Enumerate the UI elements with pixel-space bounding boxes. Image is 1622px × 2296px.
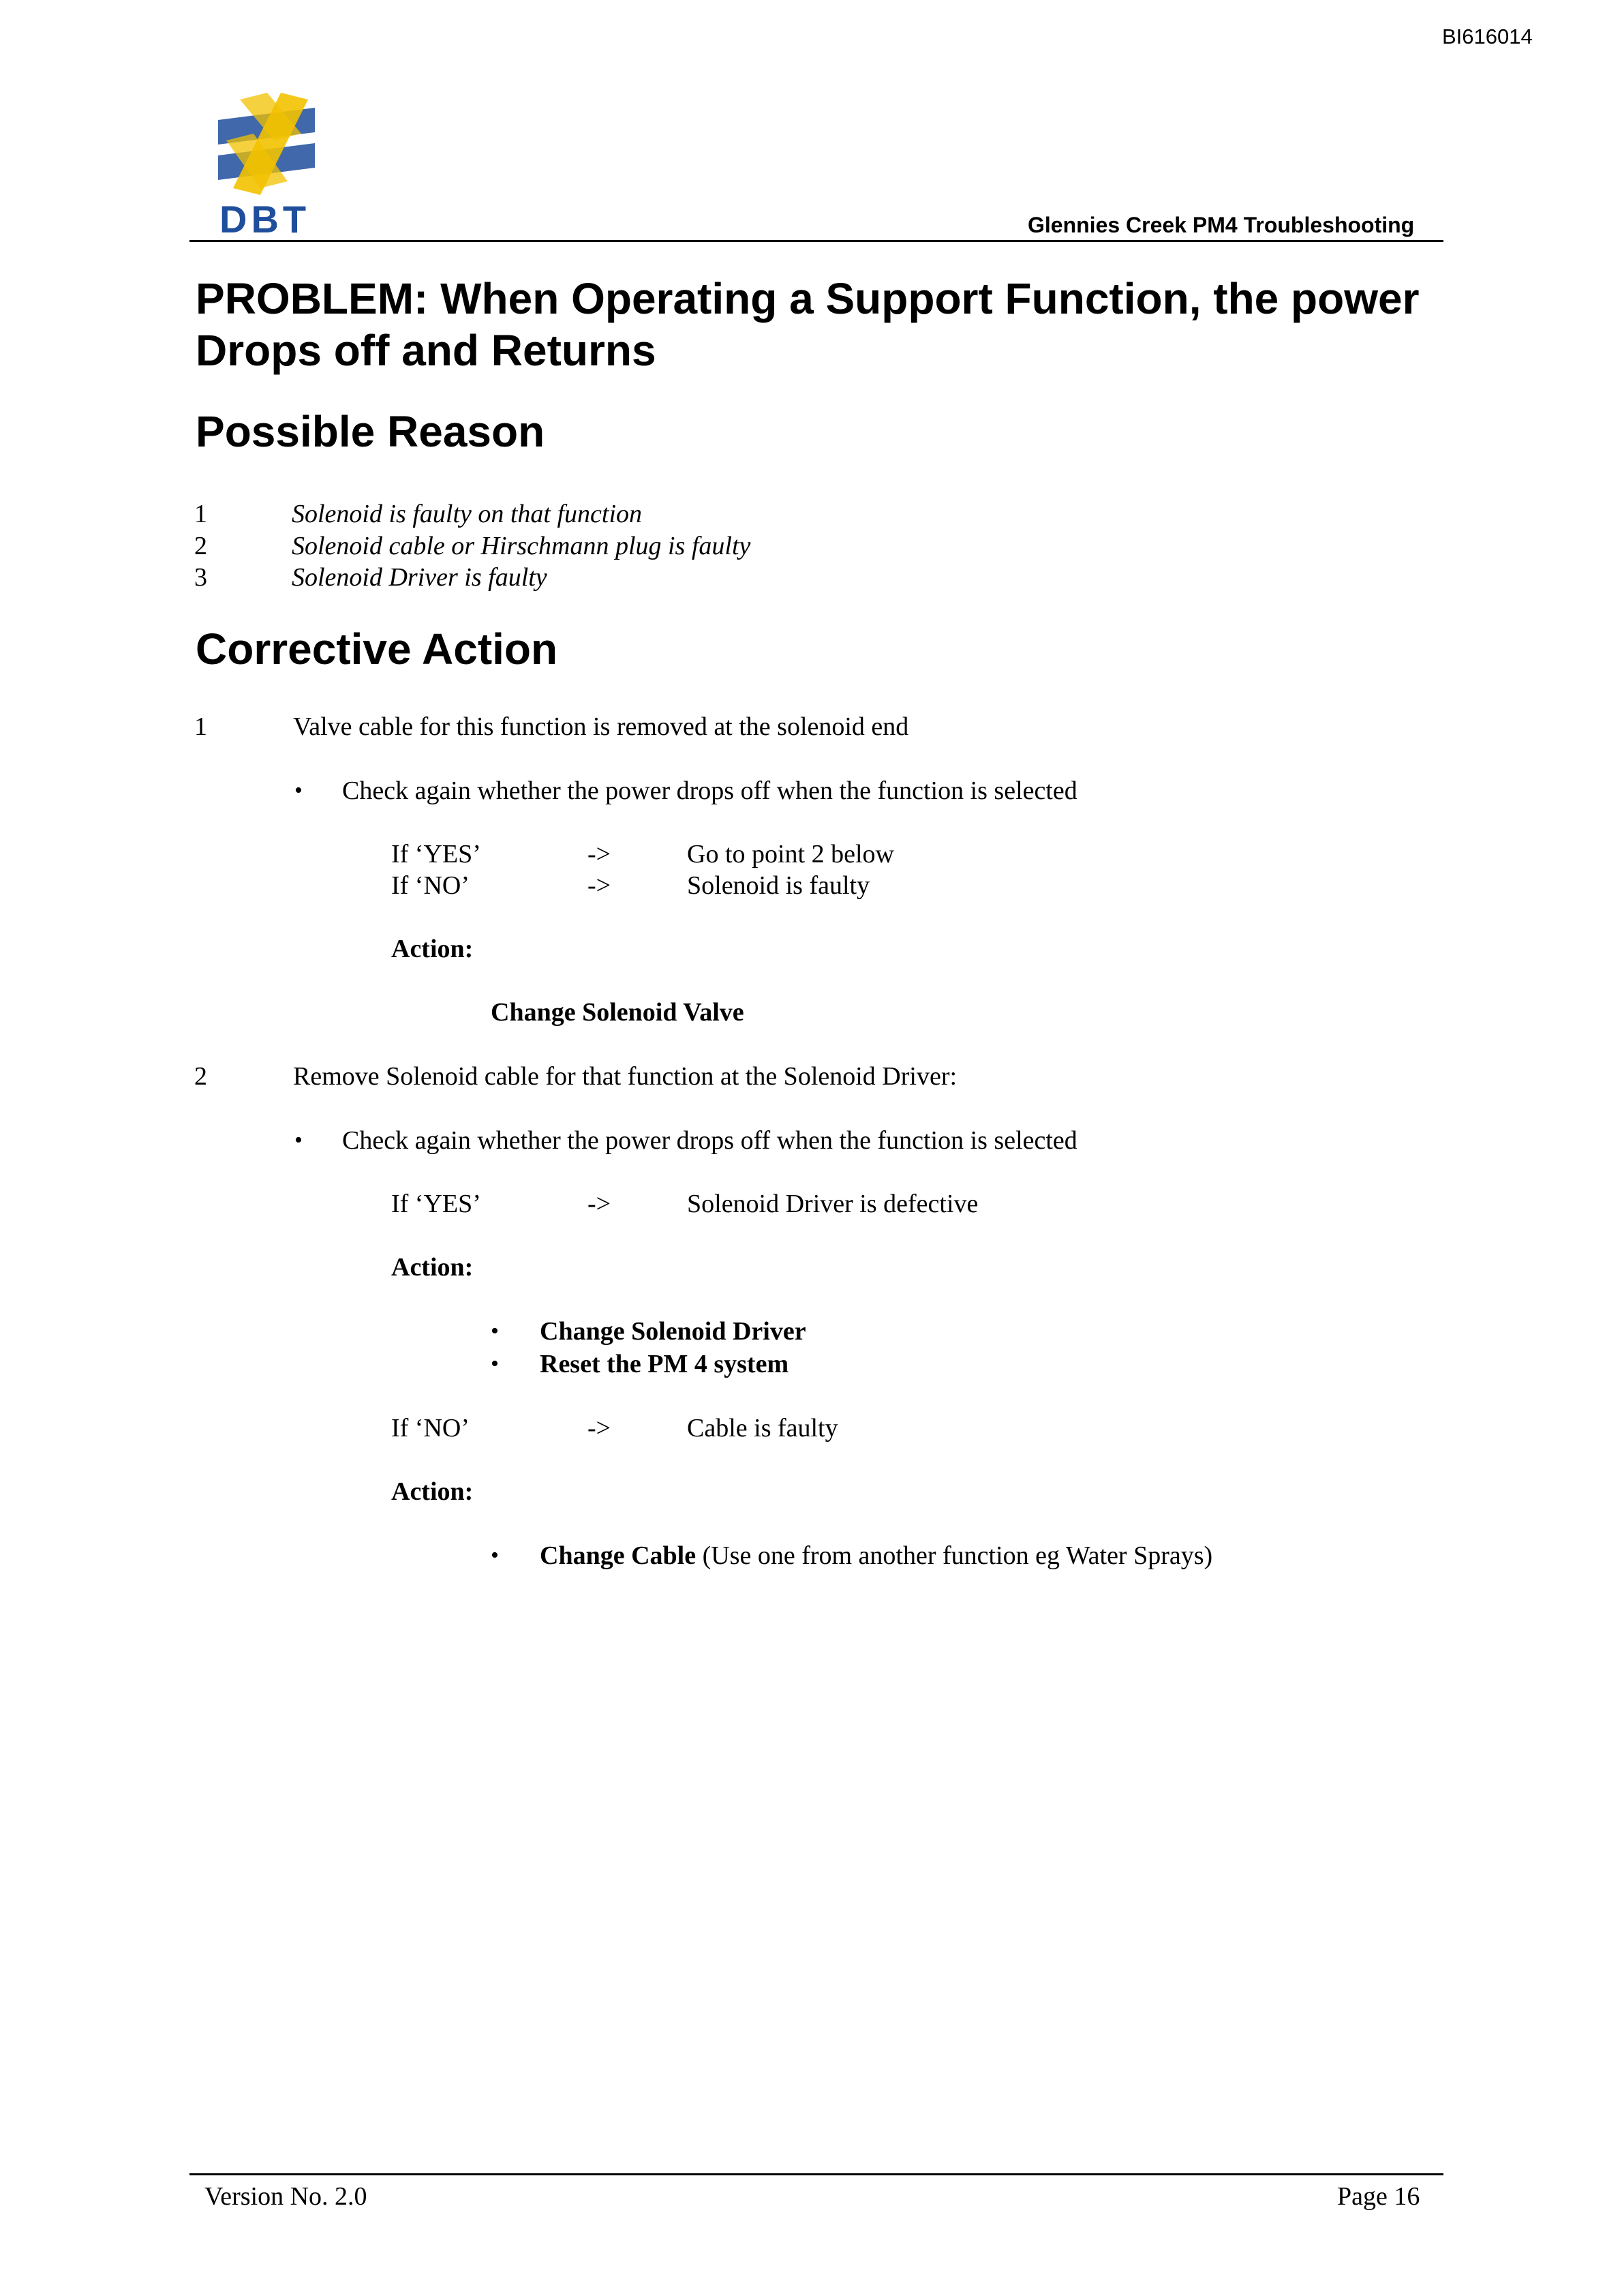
step2-no-action-rest: (Use one from another function eg Water Sprays) [702, 1541, 1213, 1570]
step2-bullet-text: Check again whether the power drops off when the function is selected [342, 1126, 1077, 1155]
footer-page-number: Page 16 [1337, 2182, 1420, 2211]
step2-yes-action-dot-2: • [491, 1351, 499, 1376]
step2-text: Remove Solenoid cable for that function at the Solenoid Driver: [293, 1062, 958, 1091]
reason-text-3: Solenoid Driver is faulty [292, 563, 547, 592]
step2-no-action-dot: • [491, 1543, 499, 1568]
reason-text-2: Solenoid cable or Hirschmann plug is faulty [292, 532, 751, 560]
step1-no-condition: If ‘NO’ [391, 871, 470, 900]
step1-action-label: Action: [391, 935, 474, 963]
document-id: BI616014 [1442, 25, 1533, 48]
footer-rule [189, 2173, 1443, 2175]
problem-title: PROBLEM: When Operating a Support Function, the power Drops off and Returns [196, 274, 1420, 375]
step1-num: 1 [194, 712, 207, 741]
dbt-logo-icon [213, 93, 322, 236]
step1-bullet-dot: • [294, 778, 303, 803]
step2-yes-arrow: -> [587, 1190, 611, 1218]
step2-yes-action-label: Action: [391, 1253, 474, 1282]
step2-yes-action-dot-1: • [491, 1318, 499, 1344]
step2-yes-result: Solenoid Driver is defective [687, 1190, 979, 1218]
step2-bullet-dot: • [294, 1128, 303, 1153]
step2-yes-action-1: Change Solenoid Driver [540, 1317, 806, 1346]
reason-num-3: 3 [194, 563, 207, 592]
step2-no-condition: If ‘NO’ [391, 1414, 470, 1442]
reason-text-1: Solenoid is faulty on that function [292, 500, 643, 528]
reason-num-1: 1 [194, 500, 207, 528]
problem-title-block [196, 273, 1518, 376]
step2-num: 2 [194, 1062, 207, 1091]
step2-no-action-label: Action: [391, 1477, 474, 1506]
dbt-logo-text: DBT [219, 198, 311, 236]
step2-no-action-bold: Change Cable [540, 1541, 697, 1570]
possible-reason-heading: Possible Reason [196, 407, 545, 456]
step1-yes-condition: If ‘YES’ [391, 840, 481, 868]
corrective-action-heading: Corrective Action [196, 624, 558, 674]
step2-no-action [540, 1540, 1212, 1571]
header-title: Glennies Creek PM4 Troubleshooting [1028, 213, 1415, 237]
step1-no-result: Solenoid is faulty [687, 871, 870, 900]
header-rule [189, 240, 1443, 242]
step2-no-result: Cable is faulty [687, 1414, 838, 1442]
step1-yes-arrow: -> [587, 840, 611, 868]
step1-bullet-text: Check again whether the power drops off when the function is selected [342, 776, 1077, 805]
step2-no-arrow: -> [587, 1414, 611, 1442]
step1-action: Change Solenoid Valve [491, 998, 744, 1027]
step2-yes-condition: If ‘YES’ [391, 1190, 481, 1218]
reason-num-2: 2 [194, 532, 207, 560]
step1-yes-result: Go to point 2 below [687, 840, 894, 868]
step1-text: Valve cable for this function is removed at the solenoid end [293, 712, 909, 741]
step1-no-arrow: -> [587, 871, 611, 900]
footer-version: Version No. 2.0 [204, 2182, 367, 2211]
dbt-logo [213, 93, 322, 236]
step2-yes-action-2: Reset the PM 4 system [540, 1350, 789, 1378]
